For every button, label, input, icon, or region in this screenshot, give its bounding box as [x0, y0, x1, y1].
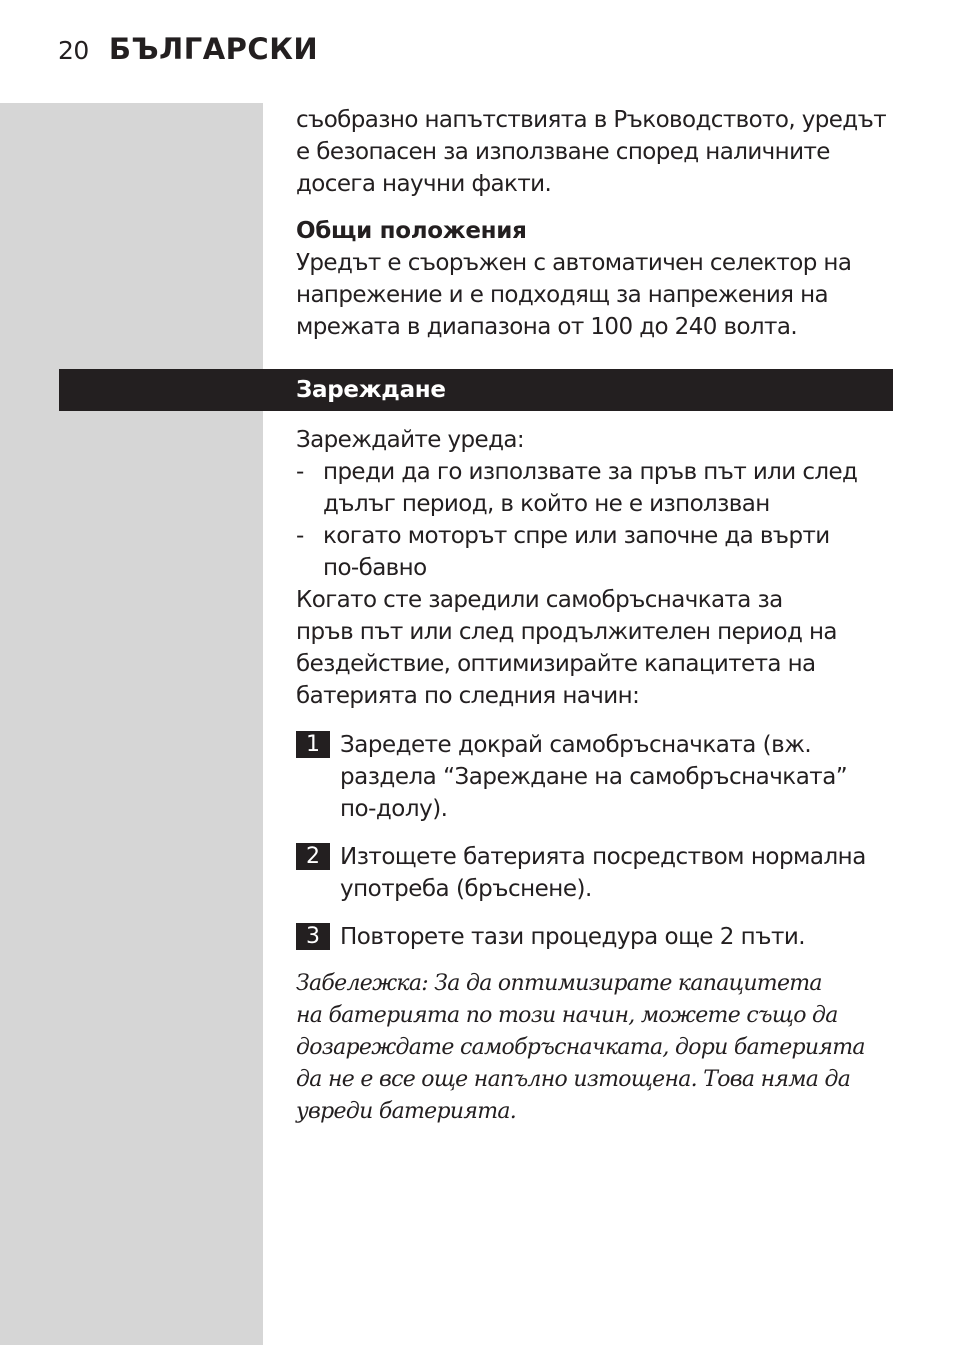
- bullet-dash: -: [296, 459, 304, 485]
- charging-heading: Зареждане: [296, 377, 446, 403]
- page-section-title: БЪЛГАРСКИ: [108, 32, 319, 66]
- step-number: 1: [296, 731, 330, 758]
- charging-paragraph: Когато сте заредили самобръсначката за пръв път или след продължителен период на бездействие, оптимизирайте капацитета на батерията по следния начин:: [296, 587, 837, 709]
- charging-intro: [296, 424, 896, 712]
- page-header: [58, 32, 318, 76]
- intro-block: [296, 104, 896, 200]
- bullet-item: [296, 520, 896, 584]
- charging-lead: Зареждайте уреда:: [296, 427, 525, 453]
- bullet-text: когато моторът спре или започне да върти по-бавно: [323, 523, 830, 581]
- note-text: Забележка: За да оптимизирате капацитета на батерията по този начин, можете също да дозареждате самобръсначката, дори батерията да не е все още напълно изтощена. Това няма да увреди батерията.: [296, 971, 865, 1124]
- step-text: Повторете тази процедура още 2 пъти.: [340, 924, 806, 950]
- step-item: [296, 921, 896, 953]
- page-number: 20: [58, 36, 89, 65]
- intro-paragraph: съобразно напътствията в Ръководството, уредът е безопасен за използване според наличните досега научни факти.: [296, 107, 887, 197]
- general-paragraph: Уредът е съоръжен с автоматичен селектор на напрежение и е подходящ за напрежения на мрежата в диапазона от 100 до 240 волта.: [296, 250, 852, 340]
- bullet-dash: -: [296, 523, 304, 549]
- step-number: 3: [296, 923, 330, 950]
- step-text: Изтощете батерията посредством нормална употреба (бръснене).: [340, 844, 866, 902]
- step-item: [296, 841, 896, 905]
- step-number: 2: [296, 843, 330, 870]
- bullet-item: [296, 456, 896, 520]
- general-section: [296, 215, 896, 343]
- step-item: [296, 729, 896, 825]
- general-heading: Общи положения: [296, 218, 527, 244]
- bullet-text: преди да го използвате за пръв път или след дълъг период, в който не е използван: [323, 459, 858, 517]
- charging-section-bar: [59, 369, 893, 411]
- step-text: Заредете докрай самобръсначката (вж. раздела “Зареждане на самобръсначката” по-долу).: [340, 732, 848, 822]
- page-margin-sidebar: [0, 103, 263, 1345]
